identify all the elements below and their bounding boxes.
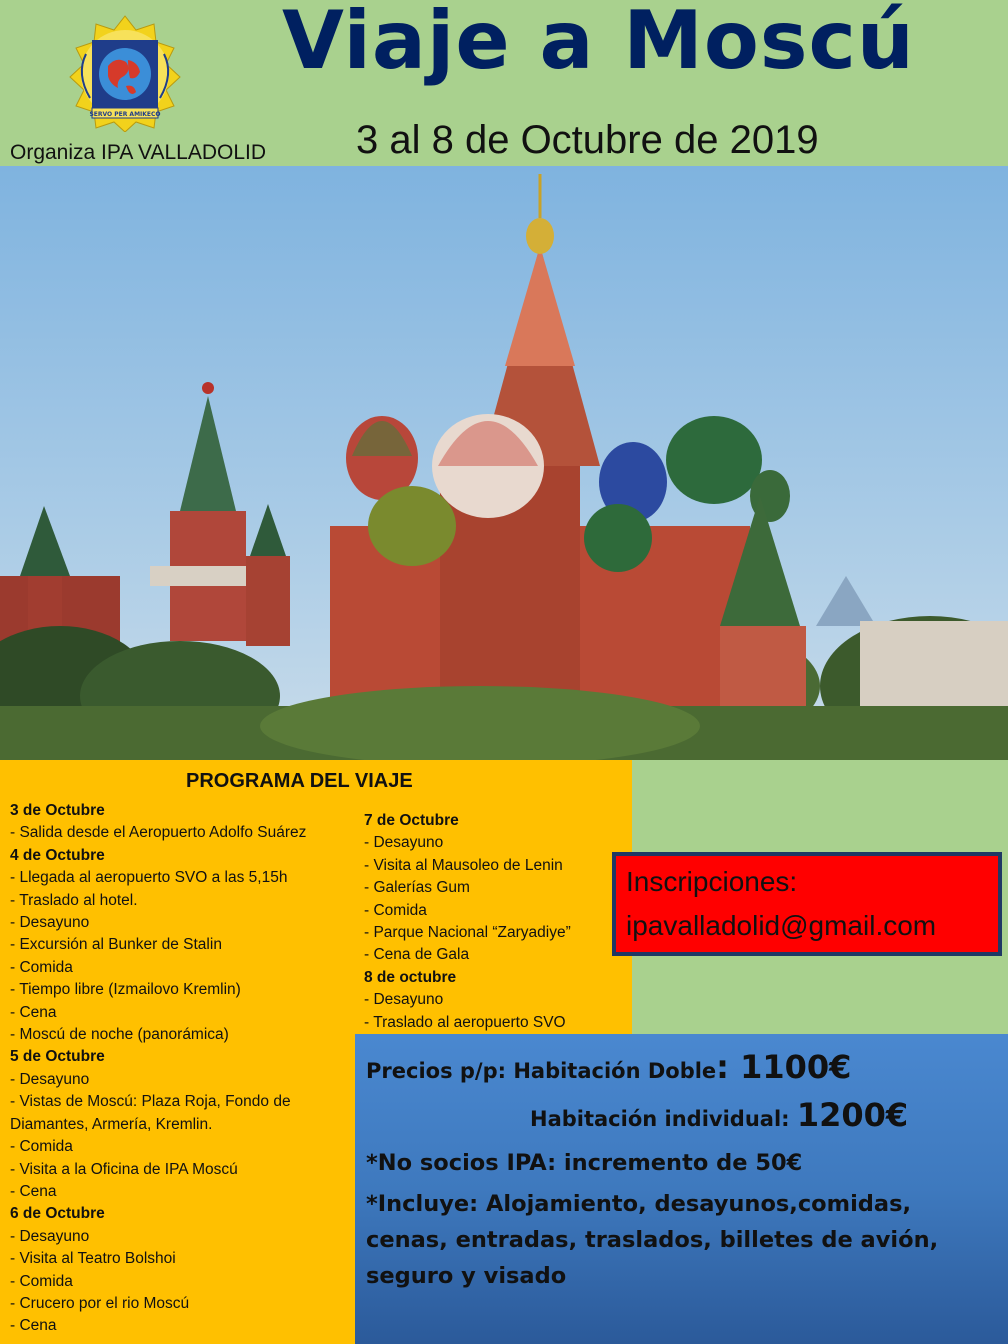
program-item: - Cena: [10, 1317, 57, 1335]
program-item: - Traslado al aeropuerto SVO: [364, 1013, 566, 1031]
program-item: - Visita al Mausoleo de Lenin: [364, 856, 563, 874]
program-item: - Comida: [364, 901, 427, 919]
program-item: - Comida: [10, 1272, 73, 1290]
program-column-1: [10, 800, 306, 1338]
price-single: [530, 1096, 908, 1134]
program-item: - Comida: [10, 958, 73, 976]
program-item: - Parque Nacional “Zaryadiye”: [364, 924, 571, 942]
program-item: - Visita al Teatro Bolshoi: [10, 1250, 176, 1268]
price-double: [366, 1048, 851, 1086]
program-item: - Llegada al aeropuerto SVO a las 5,15h: [10, 869, 288, 887]
trip-dates: 3 al 8 de Octubre de 2019: [356, 118, 819, 162]
program-item: - Cena: [10, 1182, 57, 1200]
program-item: - Crucero por el rio Moscú: [10, 1294, 190, 1312]
price-double-label: Precios p/p: Habitación Doble: [366, 1059, 717, 1083]
logo-motto: SERVO PER AMIKECO: [89, 111, 161, 118]
program-item: - Vistas de Moscú: Plaza Roja, Fondo de: [10, 1093, 291, 1111]
includes-note: *Incluye: Alojamiento, desayunos,comidas, cenas, entradas, traslados, billetes de avión, seguro y visado: [366, 1191, 939, 1289]
program-day-heading: 8 de octubre: [364, 968, 457, 986]
program-item: - Tiempo libre (Izmailovo Kremlin): [10, 981, 241, 999]
program-item: - Visita a la Oficina de IPA Moscú: [10, 1160, 238, 1178]
program-day-heading: 5 de Octubre: [10, 1048, 105, 1066]
price-double-colon: :: [716, 1048, 741, 1086]
program-day-heading: 6 de Octubre: [10, 1205, 105, 1223]
price-single-value: 1200€: [796, 1096, 909, 1134]
program-item: - Cena de Gala: [364, 946, 470, 964]
organizer-text: Organiza IPA VALLADOLID: [10, 141, 267, 164]
program-item: - Desayuno: [10, 1227, 90, 1245]
program-item: - Desayuno: [364, 834, 444, 852]
ipa-logo: [62, 14, 188, 132]
program-item: - Desayuno: [364, 991, 444, 1009]
st-basils-cathedral-photo: [0, 166, 1008, 760]
program-item: - Cena: [10, 1003, 57, 1021]
program-day-heading: 7 de Octubre: [364, 812, 459, 829]
page-title: Viaje a Moscú: [282, 0, 915, 87]
inscripciones-label: Inscripciones:: [626, 866, 798, 897]
program-item: Diamantes, Armería, Kremlin.: [10, 1115, 213, 1133]
program-item: - Comida: [10, 1138, 73, 1156]
program-day-heading: 3 de Octubre: [10, 802, 105, 819]
price-double-value: 1100€: [740, 1048, 852, 1086]
program-item: - Moscú de noche (panorámica): [10, 1026, 229, 1044]
non-members-note: *No socios IPA: incremento de 50€: [366, 1150, 803, 1176]
program-item: - Galerías Gum: [364, 879, 470, 897]
program-item: - Salida desde el Aeropuerto Adolfo Suárez: [10, 824, 307, 842]
program-item: - Desayuno: [10, 914, 90, 932]
inscripciones-email[interactable]: ipavalladolid@gmail.com: [626, 910, 937, 941]
program-item: - Excursión al Bunker de Stalin: [10, 936, 222, 954]
price-single-label: Habitación individual:: [530, 1107, 797, 1131]
program-title: PROGRAMA DEL VIAJE: [186, 770, 413, 792]
program-column-2: [364, 810, 571, 1034]
program-day-heading: 4 de Octubre: [10, 846, 105, 864]
program-item: - Desayuno: [10, 1070, 90, 1088]
program-item: - Traslado al hotel.: [10, 891, 138, 909]
